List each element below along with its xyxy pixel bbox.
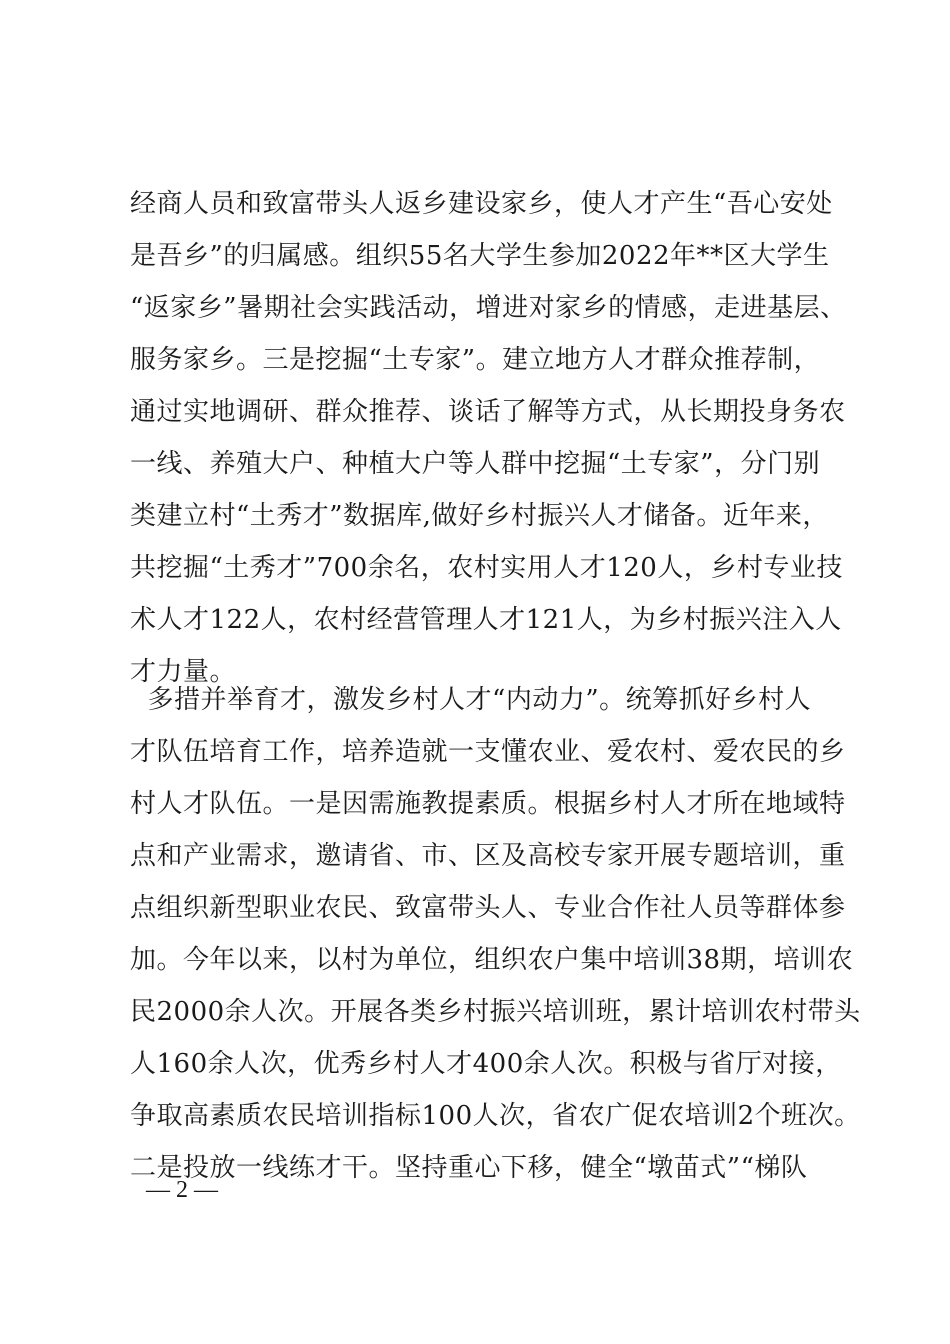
text-line: 点和产业需求，邀请省、市、区及高校专家开展专题培训，重: [130, 841, 846, 871]
text-line: 服务家乡。三是挖掘“土专家”。建立地方人才群众推荐制，: [130, 345, 821, 375]
text-line: 类建立村“土秀才”数据库,做好乡村振兴人才储备。近年来，: [130, 501, 829, 531]
text-line: 点组织新型职业农民、致富带头人、专业合作社人员等群体参: [130, 893, 846, 923]
text-line: 共挖掘“土秀才”700余名，农村实用人才120人，乡村专业技: [130, 553, 843, 583]
text-line: 村人才队伍。一是因需施教提素质。根据乡村人才所在地域特: [130, 789, 846, 819]
text-line: 多措并举育才，激发乡村人才“内动力”。统筹抓好乡村人: [130, 685, 812, 715]
text-line: 争取高素质农民培训指标100人次，省农广促农培训2个班次。: [130, 1101, 861, 1131]
text-line: 民2000余人次。开展各类乡村振兴培训班，累计培训农村带头: [130, 997, 861, 1027]
text-line: 是吾乡”的归属感。组织55名大学生参加2022年**区大学生: [130, 241, 830, 271]
text-line: 才力量。: [130, 657, 237, 687]
text-line: 经商人员和致富带头人返乡建设家乡，使人才产生“吾心安处: [130, 189, 833, 219]
page-number: — 2 —: [146, 1177, 218, 1203]
text-line: 才队伍培育工作，培养造就一支懂农业、爱农村、爱农民的乡: [130, 737, 846, 767]
text-line: 二是投放一线练才干。坚持重心下移，健全“墩苗式”“梯队: [130, 1153, 808, 1183]
text-line: 一线、养殖大户、种植大户等人群中挖掘“土专家”，分门别: [130, 449, 821, 479]
text-line: 加。今年以来，以村为单位，组织农户集中培训38期，培训农: [130, 945, 854, 975]
text-line: 通过实地调研、群众推荐、谈话了解等方式，从长期投身务农: [130, 397, 846, 427]
text-line: “返家乡”暑期社会实践活动，增进对家乡的情感，走进基层、: [130, 293, 847, 323]
text-line: 术人才122人，农村经营管理人才121人，为乡村振兴注入人: [130, 605, 842, 635]
paragraph-talent-return: [130, 178, 850, 698]
paragraph-talent-training: [130, 674, 861, 1194]
text-line: 人160余人次，优秀乡村人才400余人次。积极与省厅对接，: [130, 1049, 842, 1079]
